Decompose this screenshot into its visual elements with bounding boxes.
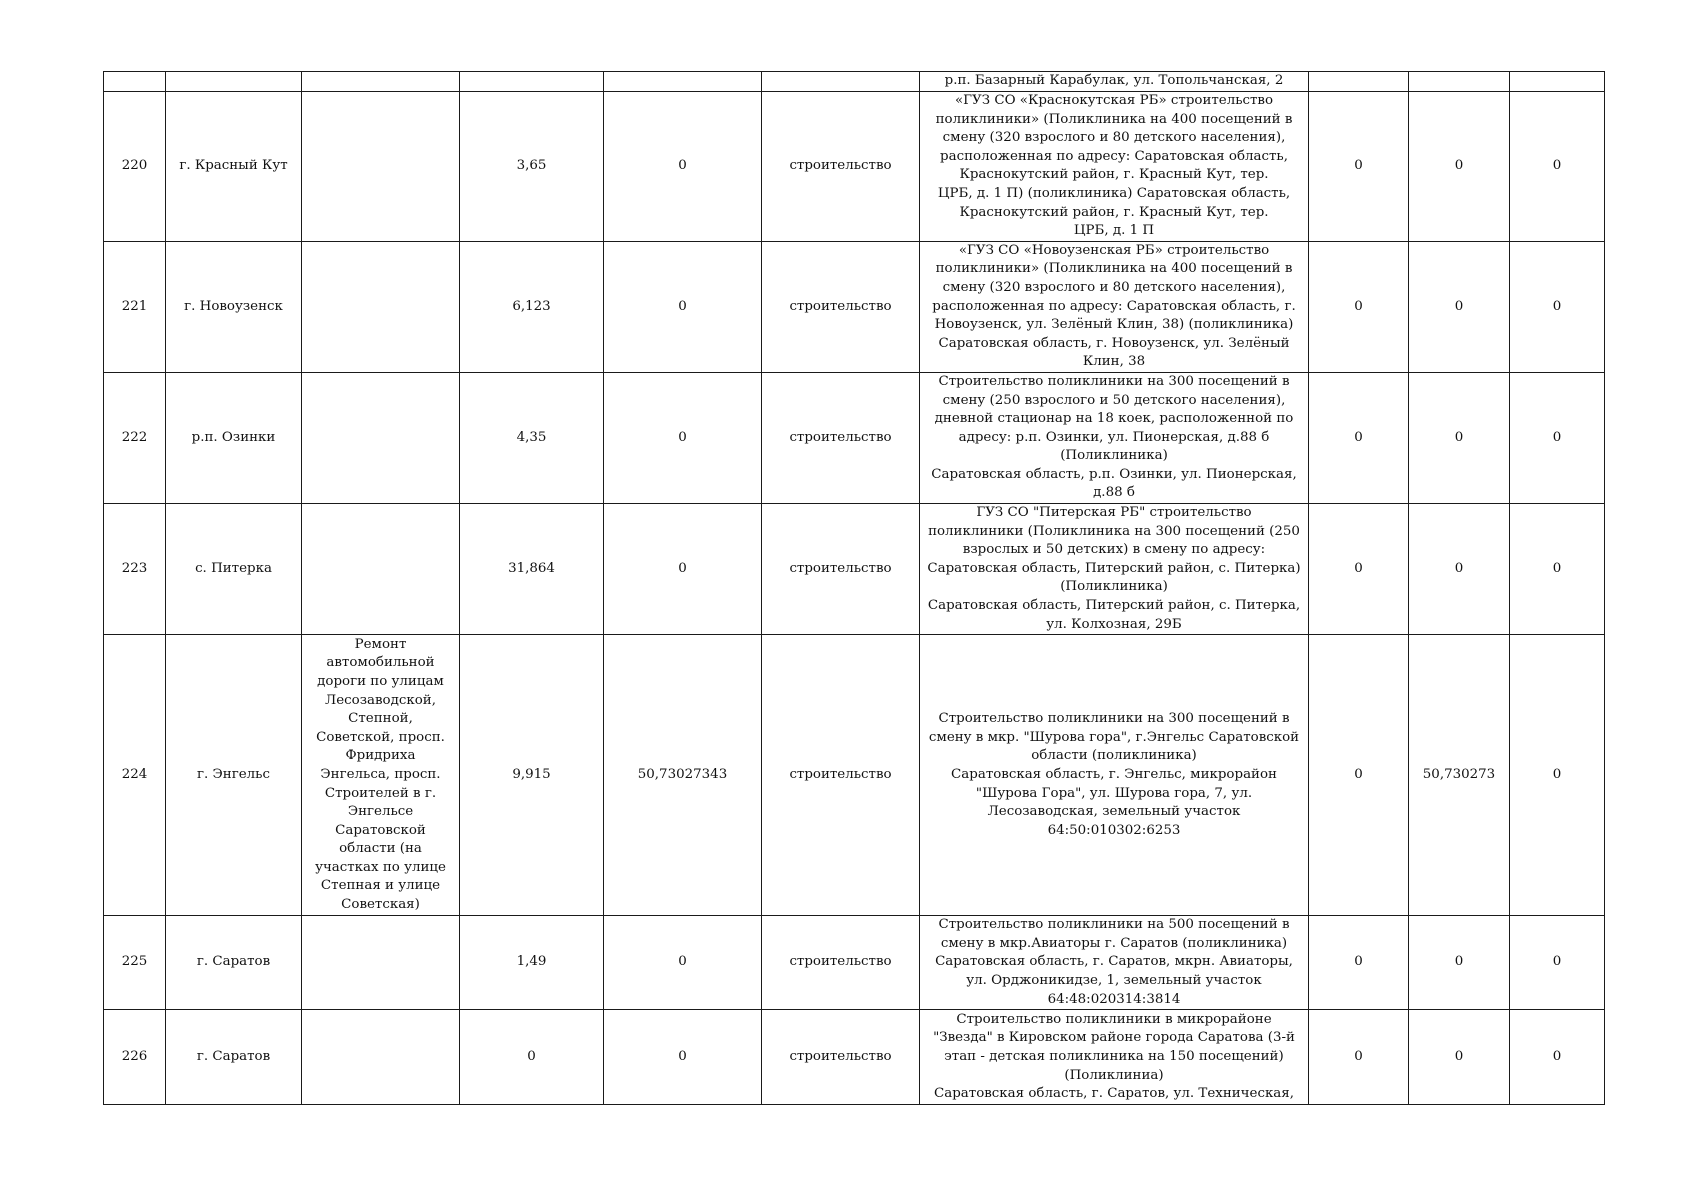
row-number-cell: 221 xyxy=(104,241,166,372)
value1-cell xyxy=(460,72,604,92)
value3-cell: 0 xyxy=(1309,635,1409,916)
locality-cell: г. Новоузенск xyxy=(166,241,302,372)
row-number-cell: 224 xyxy=(104,635,166,916)
row-number-cell: 225 xyxy=(104,916,166,1010)
row-number-cell: 222 xyxy=(104,372,166,503)
object-cell xyxy=(302,241,460,372)
value3-cell: 0 xyxy=(1309,504,1409,635)
description-cell: ГУЗ СО "Питерская РБ" строительство поликлиники (Поликлиника на 300 посещений (250 взрослых и 50 детских) в смену по адресу: Саратовская область, Питерский район, с. Питерка) (Поликлиника) Саратовская область, Питерский район, с. Питерка, ул. Колхозная, 29Б xyxy=(920,504,1309,635)
work-type-cell: строительство xyxy=(762,1010,920,1105)
locality-cell: р.п. Озинки xyxy=(166,372,302,503)
object-cell xyxy=(302,916,460,1010)
locality-cell: г. Энгельс xyxy=(166,635,302,916)
locality-cell: с. Питерка xyxy=(166,504,302,635)
description-cell: р.п. Базарный Карабулак, ул. Топольчанская, 2 xyxy=(920,72,1309,92)
work-type-cell: строительство xyxy=(762,92,920,242)
row-number-cell xyxy=(104,72,166,92)
value3-cell: 0 xyxy=(1309,92,1409,242)
object-cell xyxy=(302,92,460,242)
data-table xyxy=(103,71,1605,1105)
value1-cell: 31,864 xyxy=(460,504,604,635)
value1-cell: 0 xyxy=(460,1010,604,1105)
description-cell: Строительство поликлиники на 500 посещений в смену в мкр.Авиаторы г. Саратов (поликлиника) Саратовская область, г. Саратов, мкрн. Авиаторы, ул. Орджоникидзе, 1, земельный участок 64:48:020314:3814 xyxy=(920,916,1309,1010)
value2-cell xyxy=(604,72,762,92)
value2-cell: 0 xyxy=(604,92,762,242)
work-type-cell: строительство xyxy=(762,504,920,635)
value4-cell: 0 xyxy=(1409,1010,1510,1105)
description-cell: Строительство поликлиники на 300 посещений в смену (250 взрослого и 50 детского населения), дневной стационар на 18 коек, расположенной по адресу: р.п. Озинки, ул. Пионерская, д.88 б (Поликлиника) Саратовская область, р.п. Озинки, ул. Пионерская, д.88 б xyxy=(920,372,1309,503)
table-row xyxy=(104,372,1605,503)
value5-cell: 0 xyxy=(1510,372,1605,503)
value5-cell: 0 xyxy=(1510,92,1605,242)
object-cell xyxy=(302,72,460,92)
object-cell xyxy=(302,372,460,503)
value4-cell: 0 xyxy=(1409,916,1510,1010)
locality-cell xyxy=(166,72,302,92)
row-number-cell: 220 xyxy=(104,92,166,242)
work-type-cell: строительство xyxy=(762,635,920,916)
value3-cell: 0 xyxy=(1309,1010,1409,1105)
value3-cell: 0 xyxy=(1309,241,1409,372)
table-row xyxy=(104,241,1605,372)
work-type-cell xyxy=(762,72,920,92)
value1-cell: 1,49 xyxy=(460,916,604,1010)
value5-cell: 0 xyxy=(1510,1010,1605,1105)
description-cell: «ГУЗ СО «Новоузенская РБ» строительство поликлиники» (Поликлиника на 400 посещений в смену (320 взрослого и 80 детского населения), расположенная по адресу: Саратовская область, г. Новоузенск, ул. Зелёный Клин, 38) (поликлиника) Саратовская область, г. Новоузенск, ул. Зелёный Клин, 38 xyxy=(920,241,1309,372)
value2-cell: 50,73027343 xyxy=(604,635,762,916)
value1-cell: 6,123 xyxy=(460,241,604,372)
description-cell: Строительство поликлиники на 300 посещений в смену в мкр. "Шурова гора", г.Энгельс Саратовской области (поликлиника) Саратовская область, г. Энгельс, микрорайон "Шурова Гора", ул. Шурова гора, 7, ул. Лесозаводская, земельный участок 64:50:010302:6253 xyxy=(920,635,1309,916)
value4-cell xyxy=(1409,72,1510,92)
value5-cell xyxy=(1510,72,1605,92)
object-cell xyxy=(302,504,460,635)
description-cell: «ГУЗ СО «Краснокутская РБ» строительство поликлиники» (Поликлиника на 400 посещений в смену (320 взрослого и 80 детского населения), расположенная по адресу: Саратовская область, Краснокутский район, г. Красный Кут, тер. ЦРБ, д. 1 П) (поликлиника) Саратовская область, Краснокутский район, г. Красный Кут, тер. ЦРБ, д. 1 П xyxy=(920,92,1309,242)
value4-cell: 0 xyxy=(1409,92,1510,242)
value2-cell: 0 xyxy=(604,372,762,503)
value3-cell xyxy=(1309,72,1409,92)
value4-cell: 0 xyxy=(1409,241,1510,372)
description-cell: Строительство поликлиники в микрорайоне "Звезда" в Кировском районе города Саратова (3-й этап - детская поликлиника на 150 посещений) (Поликлиниа) Саратовская область, г. Саратов, ул. Техническая, xyxy=(920,1010,1309,1105)
value1-cell: 3,65 xyxy=(460,92,604,242)
table-row xyxy=(104,635,1605,916)
object-cell: Ремонт автомобильной дороги по улицам Лесозаводской, Степной, Советской, просп. Фридриха Энгельса, просп. Строителей в г. Энгельсе Саратовской области (на участках по улице Степная и улице Советская) xyxy=(302,635,460,916)
table-row xyxy=(104,92,1605,242)
value4-cell: 50,730273 xyxy=(1409,635,1510,916)
value3-cell: 0 xyxy=(1309,916,1409,1010)
object-cell xyxy=(302,1010,460,1105)
value4-cell: 0 xyxy=(1409,504,1510,635)
value5-cell: 0 xyxy=(1510,241,1605,372)
work-type-cell: строительство xyxy=(762,372,920,503)
value2-cell: 0 xyxy=(604,241,762,372)
work-type-cell: строительство xyxy=(762,916,920,1010)
value5-cell: 0 xyxy=(1510,635,1605,916)
row-number-cell: 223 xyxy=(104,504,166,635)
value3-cell: 0 xyxy=(1309,372,1409,503)
value1-cell: 4,35 xyxy=(460,372,604,503)
value1-cell: 9,915 xyxy=(460,635,604,916)
locality-cell: г. Красный Кут xyxy=(166,92,302,242)
value4-cell: 0 xyxy=(1409,372,1510,503)
table-row xyxy=(104,916,1605,1010)
table-row xyxy=(104,72,1605,92)
table-row xyxy=(104,1010,1605,1105)
locality-cell: г. Саратов xyxy=(166,916,302,1010)
value2-cell: 0 xyxy=(604,504,762,635)
table-row xyxy=(104,504,1605,635)
value5-cell: 0 xyxy=(1510,916,1605,1010)
locality-cell: г. Саратов xyxy=(166,1010,302,1105)
work-type-cell: строительство xyxy=(762,241,920,372)
value5-cell: 0 xyxy=(1510,504,1605,635)
value2-cell: 0 xyxy=(604,916,762,1010)
row-number-cell: 226 xyxy=(104,1010,166,1105)
value2-cell: 0 xyxy=(604,1010,762,1105)
